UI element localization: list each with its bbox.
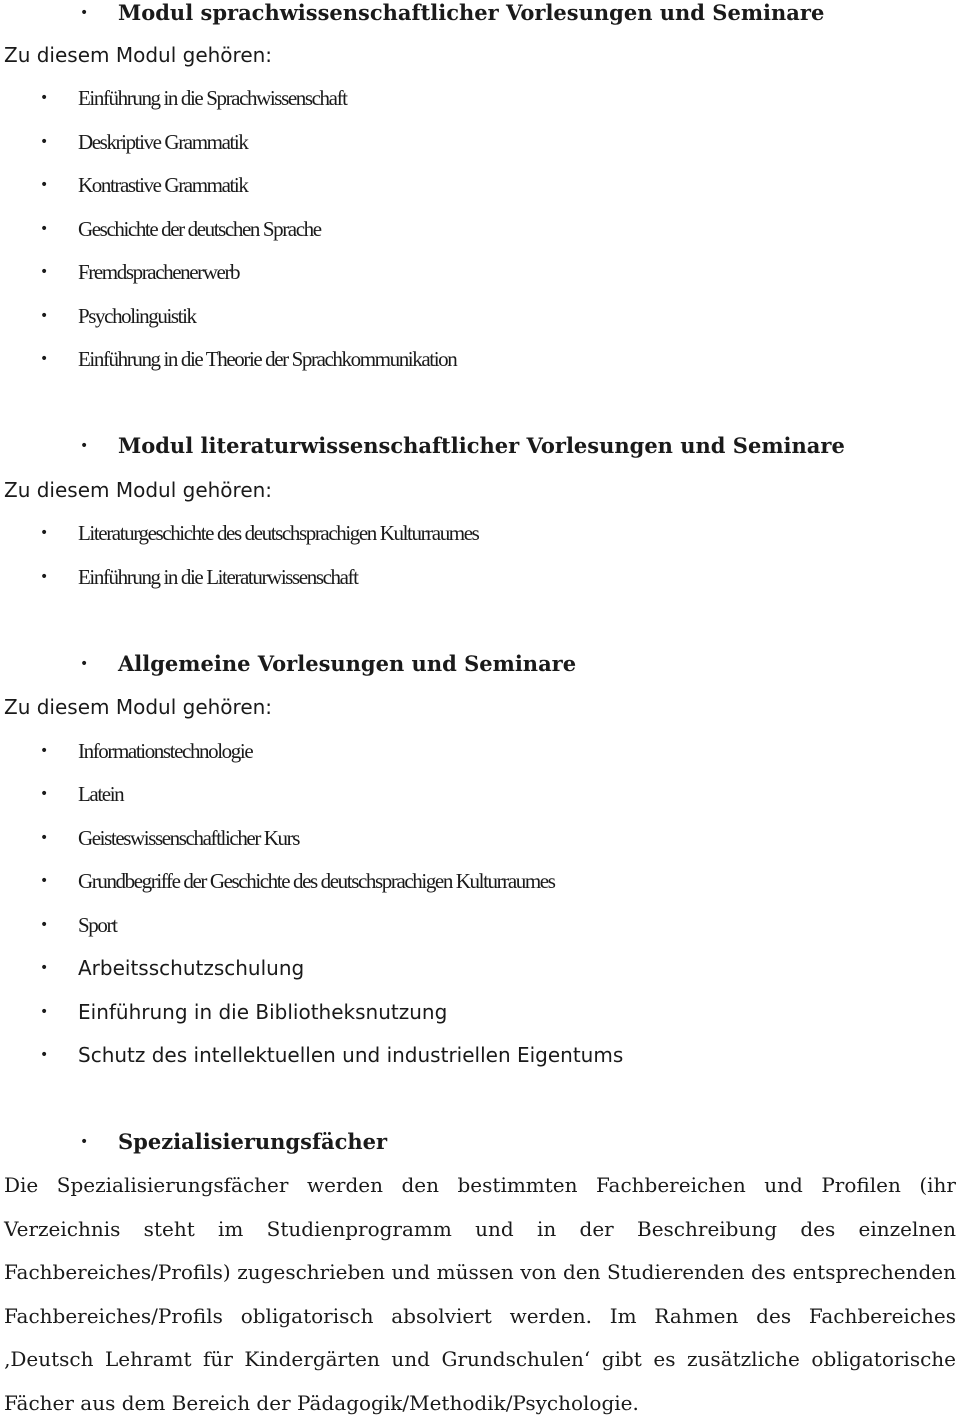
section-intro: Zu diesem Modul gehören: [4,695,273,719]
list-item: • Latein [40,782,124,806]
bullet: • [40,1047,49,1063]
bullet: • [40,960,49,976]
bullet: • [40,830,49,846]
list-item: • Sport [40,913,117,937]
bullet: • [40,786,49,802]
section-heading: • Modul literaturwissenschaftlicher Vorlesungen und Seminare [80,433,845,458]
bullet: • [40,525,49,541]
bullet: • [80,5,89,21]
bullet: • [40,177,49,193]
list-item: • Kontrastive Grammatik [40,173,248,197]
bullet: • [40,569,49,585]
list-item: • Geschichte der deutschen Sprache [40,217,321,241]
section-intro: Zu diesem Modul gehören: [4,478,273,502]
bullet: • [40,134,49,150]
bullet: • [40,351,49,367]
list-item: • Informationstechnologie [40,739,253,763]
bullet: • [40,873,49,889]
section-intro: Zu diesem Modul gehören: [4,43,273,67]
list-item: • Grundbegriffe der Geschichte des deutschsprachigen Kulturraumes [40,869,555,893]
bullet: • [40,90,49,106]
list-item: • Einführung in die Bibliotheksnutzung [40,1000,448,1024]
bullet: • [40,917,49,933]
bullet: • [80,438,89,454]
list-item: • Einführung in die Sprachwissenschaft [40,86,347,110]
list-item: • Deskriptive Grammatik [40,130,248,154]
section-heading: • Spezialisierungsfächer [80,1129,388,1154]
bullet: • [80,1134,89,1150]
list-item: • Schutz des intellektuellen und industriellen Eigentums [40,1043,624,1067]
list-item: • Einführung in die Literaturwissenschaft [40,565,358,589]
list-item: • Literaturgeschichte des deutschsprachigen Kulturraumes [40,521,479,545]
section-heading: • Allgemeine Vorlesungen und Seminare [80,651,577,676]
list-item: • Einführung in die Theorie der Sprachkommunikation [40,347,457,371]
bullet: • [40,264,49,280]
section-paragraph: Die Spezialisierungsfächer werden den bestimmten Fachbereichen und Profilen (ihr Verzeichnis steht im Studienprogramm und in der Beschreibung des einzelnen Fachbereiches/Profils) zugeschrieben und müssen von den Studierenden des entsprechenden Fachbereiches/Profils obligatorisch absolviert werden. Im Rahmen des Fachbereiches ‚Deutsch Lehramt für Kindergärten und Grundschulen‘ gibt es zusätzliche obligatorische Fächer aus dem Bereich der Pädagogik/Methodik/Psychologie. [4,1173,956,1415]
bullet: • [80,656,89,672]
list-item: • Geisteswissenschaftlicher Kurs [40,826,300,850]
bullet: • [40,743,49,759]
bullet: • [40,221,49,237]
list-item: • Arbeitsschutzschulung [40,956,305,980]
bullet: • [40,1004,49,1020]
section-heading: • Modul sprachwissenschaftlicher Vorlesungen und Seminare [80,0,825,25]
bullet: • [40,308,49,324]
list-item: • Fremdsprachenerwerb [40,260,240,284]
list-item: • Psycholinguistik [40,304,196,328]
